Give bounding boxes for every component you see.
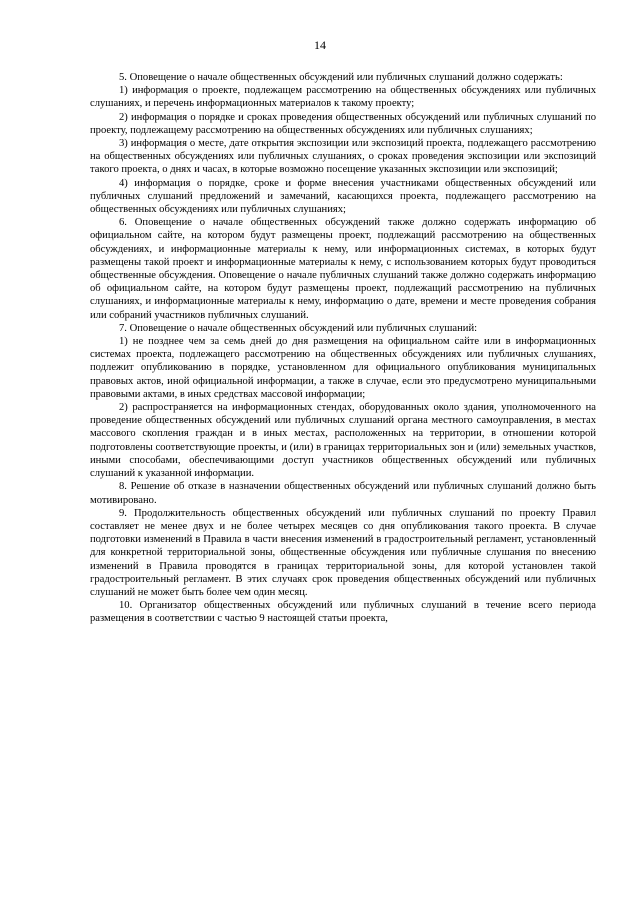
page-body: [90, 71, 596, 626]
paragraph-5-item-4: 4) информация о порядке, сроке и форме внесения участниками общественных обсуждений или публичных слушаний предложений и замечаний, касающихся проекта, подлежащего рассмотрению на общественных обсуждениях или публичных слушаниях;: [90, 177, 596, 216]
paragraph-5-intro: 5. Оповещение о начале общественных обсуждений или публичных слушаний должно содержать:: [119, 72, 563, 83]
paragraph-8: 8. Решение об отказе в назначении общественных обсуждений или публичных слушаний должно быть мотивировано.: [90, 481, 596, 506]
paragraph-5-item-1: 1) информация о проекте, подлежащем рассмотрению на общественных обсуждениях или публичных слушаниях, и перечень информационных материалов к такому проекту;: [90, 85, 596, 110]
paragraph-6: 6. Оповещение о начале общественных обсуждений также должно содержать информацию об официальном сайте, на котором будут размещены проект, подлежащий рассмотрению на общественных обсуждениях, и информационные материалы к нему, или информационных системах, в которых будут размещены такой проект и информационные материалы к нему, с использованием которых будут проводиться общественные обсуждения. Оповещение о начале публичных слушаний также должно содержать информацию об официальном сайте, на котором будут размещены проект, подлежащий рассмотрению на публичных слушаниях, и информационные материалы к нему, информацию о дате, времени и месте проведения собрания или собраний участников публичных слушаний.: [90, 217, 596, 321]
paragraph-9: 9. Продолжительность общественных обсуждений или публичных слушаний по проекту Правил составляет не менее двух и не более четырех месяцев со дня опубликования такого проекта. В случае подготовки изменений в Правила в части внесения изменений в градостроительный регламент, установленный для конкретной территориальной зоны, общественные обсуждения или публичные слушания по внесению изменений в Правила проводятся в границах территориальной зоны, для которой установлен такой градостроительный регламент. В этих случаях срок проведения общественных обсуждений или публичных слушаний не может быть более чем один месяц.: [90, 507, 596, 598]
paragraph-7-intro: 7. Оповещение о начале общественных обсуждений или публичных слушаний:: [119, 322, 478, 334]
paragraph-7-item-2: 2) распространяется на информационных стендах, оборудованных около здания, уполномоченного на проведение общественных обсуждений или публичных слушаний органа местного самоуправления, в местах массового скопления граждан и в иных местах, расположенных на территории, в отношении которой подготовлены соответствующие проекты, и (или) в границах территориальных зон и (или) земельных участков, иными способами, обеспечивающими доступ участников общественных обсуждений или публичных слушаний к указанной информации.: [90, 402, 596, 480]
page-number: 14: [314, 38, 326, 52]
paragraph-5-item-2: 2) информация о порядке и сроках проведения общественных обсуждений или публичных слушаний по проекту, подлежащему рассмотрению на общественных обсуждениях или публичных слушаниях;: [90, 111, 596, 136]
paragraph-7-item-1: 1) не позднее чем за семь дней до дня размещения на официальном сайте или в информационных системах проекта, подлежащего рассмотрению на общественных обсуждениях или публичных слушаниях, подлежит опубликованию в порядке, установленном для официального опубликования муниципальных правовых актов, иной официальной информации, а также в случае, если это предусмотрено муниципальными правовыми актами, в иных средствах массовой информации;: [90, 336, 596, 400]
paragraph-10: 10. Организатор общественных обсуждений или публичных слушаний в течение всего периода размещения в соответствии с частью 9 настоящей статьи проекта,: [90, 600, 596, 625]
paragraph-5-item-3: 3) информация о месте, дате открытия экспозиции или экспозиций проекта, подлежащего рассмотрению на общественных обсуждениях или публичных слушаниях, о сроках проведения экспозиции или экспозиций такого проекта, о днях и часах, в которые возможно посещение указанных экспозиции или экспозиций;: [90, 138, 596, 176]
